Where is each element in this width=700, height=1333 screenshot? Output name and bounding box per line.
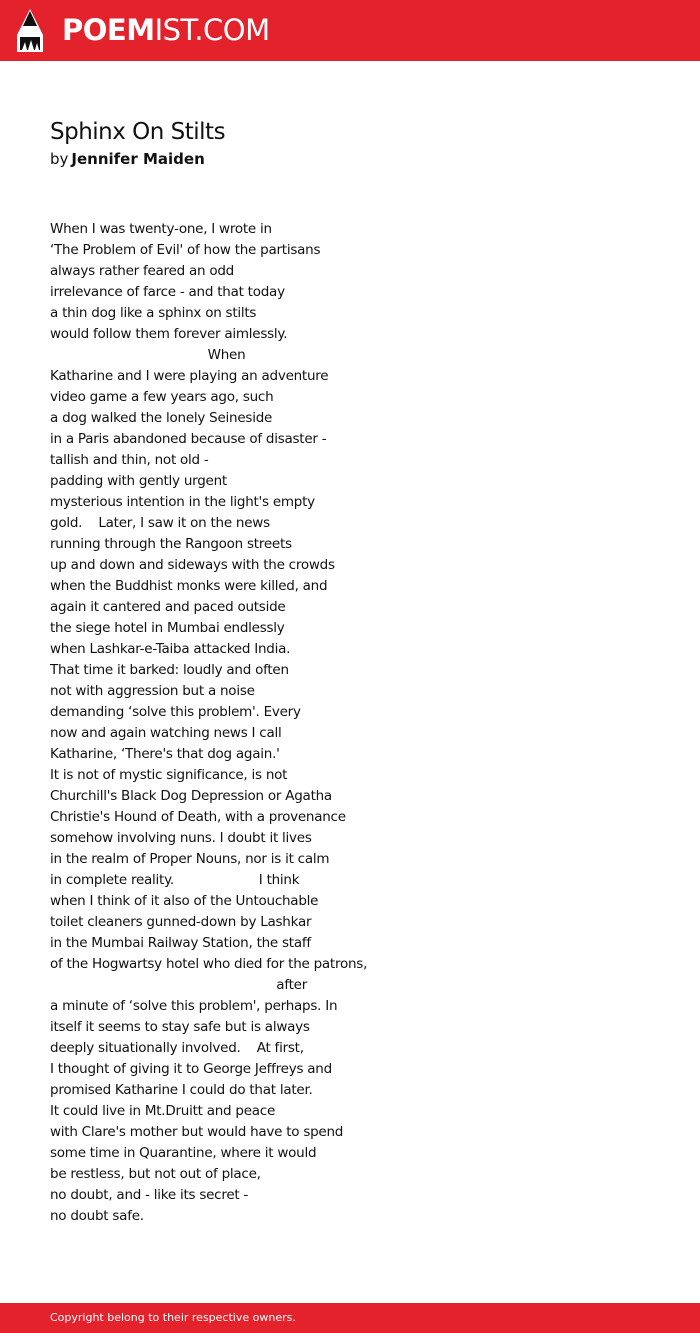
- poem-line: padding with gently urgent: [50, 473, 227, 489]
- poem-line: would follow them forever aimlessly.: [50, 326, 288, 342]
- site-footer: [0, 1303, 700, 1333]
- logo-bold-text: POEM: [62, 13, 155, 47]
- poem-body: [50, 219, 650, 1227]
- poem-line: Churchill's Black Dog Depression or Agatha: [50, 788, 332, 804]
- poem-line: ‘The Problem of Evil' of how the partisans: [50, 242, 321, 258]
- poem-line: when the Buddhist monks were killed, and: [50, 578, 328, 594]
- poem-line: toilet cleaners gunned-down by Lashkar: [50, 914, 312, 930]
- poem-line: no doubt safe.: [50, 1208, 144, 1224]
- poem-line: a minute of ‘solve this problem', perhaps. In: [50, 998, 338, 1014]
- poem-line: some time in Quarantine, where it would: [50, 1145, 317, 1161]
- poem-line: again it cantered and paced outside: [50, 599, 286, 615]
- poem-line: be restless, but not out of place,: [50, 1166, 261, 1182]
- poem-line: mysterious intention in the light's empty: [50, 494, 315, 510]
- poem-line: itself it seems to stay safe but is always: [50, 1019, 310, 1035]
- poem-line: tallish and thin, not old -: [50, 452, 209, 468]
- poem-line: in a Paris abandoned because of disaster -: [50, 431, 327, 447]
- poem-line: Katharine and I were playing an adventure: [50, 368, 329, 384]
- poem-line: promised Katharine I could do that later.: [50, 1082, 313, 1098]
- poem-line: That time it barked: loudly and often: [50, 662, 289, 678]
- poem-line: I thought of giving it to George Jeffreys and: [50, 1061, 332, 1077]
- poem-line: in the Mumbai Railway Station, the staff: [50, 935, 311, 951]
- poem-line: gold. Later, I saw it on the news: [50, 515, 270, 531]
- poem-line: when I think of it also of the Untouchable: [50, 893, 319, 909]
- byline: [50, 149, 205, 169]
- poem-line: When: [50, 347, 246, 363]
- poem-line: a thin dog like a sphinx on stilts: [50, 305, 257, 321]
- poem-line: up and down and sideways with the crowds: [50, 557, 335, 573]
- poem-line: Christie's Hound of Death, with a provenance: [50, 809, 346, 825]
- pencil-logo-icon[interactable]: [17, 9, 43, 52]
- poem-line: When I was twenty-one, I wrote in: [50, 221, 272, 237]
- poem-line: when Lashkar-e-Taiba attacked India.: [50, 641, 291, 657]
- poem-line: not with aggression but a noise: [50, 683, 255, 699]
- poem-line: deeply situationally involved. At first,: [50, 1040, 304, 1056]
- poem-line: irrelevance of farce - and that today: [50, 284, 285, 300]
- by-label: by: [50, 150, 69, 168]
- poem-line: after: [50, 977, 307, 993]
- poem-line: no doubt, and - like its secret -: [50, 1187, 249, 1203]
- poem-line: in the realm of Proper Nouns, nor is it calm: [50, 851, 330, 867]
- poem-line: It is not of mystic significance, is not: [50, 767, 288, 783]
- poem-line: in complete reality. I think: [50, 872, 300, 888]
- site-header: [0, 0, 700, 61]
- poem-line: demanding ‘solve this problem'. Every: [50, 704, 301, 720]
- poem-line: with Clare's mother but would have to spend: [50, 1124, 344, 1140]
- poem-line: the siege hotel in Mumbai endlessly: [50, 620, 285, 636]
- poem-line: Katharine, ‘There's that dog again.': [50, 746, 280, 762]
- logo-light-text: IST.COM: [154, 13, 270, 47]
- poem-line: video game a few years ago, such: [50, 389, 274, 405]
- poem-line: It could live in Mt.Druitt and peace: [50, 1103, 276, 1119]
- poem-line: of the Hogwartsy hotel who died for the patrons,: [50, 956, 368, 972]
- poem-line: a dog walked the lonely Seineside: [50, 410, 273, 426]
- poem-line: running through the Rangoon streets: [50, 536, 292, 552]
- copyright-text: Copyright belong to their respective owners.: [50, 1311, 296, 1324]
- poem-line: always rather feared an odd: [50, 263, 234, 279]
- author-name: Jennifer Maiden: [71, 150, 205, 168]
- site-logo[interactable]: [62, 12, 270, 48]
- poem-line: somehow involving nuns. I doubt it lives: [50, 830, 312, 846]
- poem-title: Sphinx On Stilts: [50, 119, 226, 145]
- poem-line: now and again watching news I call: [50, 725, 282, 741]
